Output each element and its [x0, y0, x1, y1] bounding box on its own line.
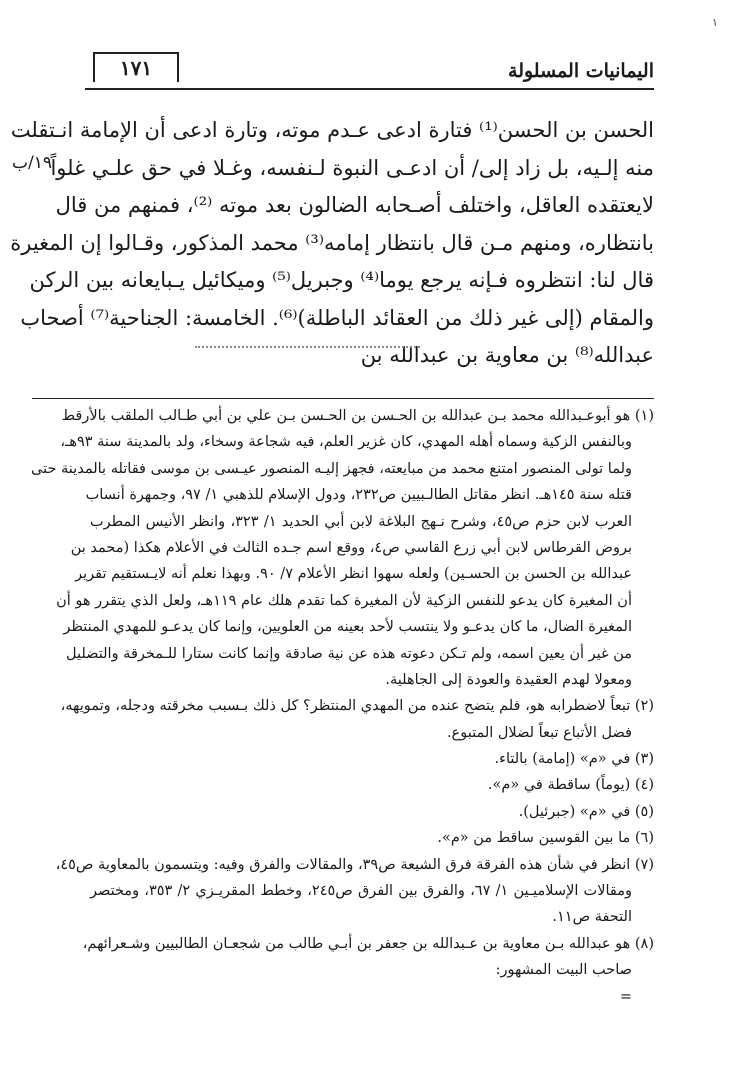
footnote-line: وبالنفس الزكية وسماه أهله المهدي، كان غزير العلم، فيه شجاعة وسخاء، ولد بالمدينة سنة ٩٣هـ، — [60, 434, 632, 451]
footnote-line: صاحب البيت المشهور: — [495, 962, 632, 979]
manuscript-folio-note: ١٩/ب — [12, 153, 52, 173]
footnote-line: (٨) هو عبدالله بـن معاوية بن عـبدالله بن جعفر بن أبـي طالب من شجعـان الطالبيين وشـعرائهم، — [82, 935, 654, 952]
main-line: الحسن بن الحسن⁽¹⁾ فتارة ادعى عـدم موته، وتارة ادعى أن الإمامة انـتقلت — [10, 118, 654, 142]
footnote-line: (٦) ما بين القوسين ساقط من «م». — [437, 830, 654, 847]
footnote-line: ولما تولى المنصور امتنع محمد من مبايعته، فجهز إليـه المنصور عيـسى بن موسى فقاتله بالمدينة حتى — [31, 460, 632, 477]
main-line: قال لنا: انتظروه فـإنه يرجع يوما⁽⁴⁾ وجبريل⁽⁵⁾ وميكائيل يـبايعانه بين الركن — [29, 268, 654, 292]
footnote-line: بروض القرطاس لابن أبي زرع القاسي ص٤، ووقع اسم جـده الثالث في الأعلام هكذا (محمد بن — [70, 539, 632, 556]
footnote-line: التحفة ص١١. — [552, 909, 632, 926]
footnote-line: أن المغيرة كان يدعو للنفس الزكية لأن المغيرة كما تقدم هلك عام ١١٩هـ، ولعل الذي يتقرر هو أن — [56, 592, 632, 609]
footnote-line: (٥) في «م» (جبرئيل). — [518, 803, 654, 820]
main-line: لايعتقده العاقل، واختلف أصـحابه الضالون بعد موته ⁽²⁾، فمنهم من قال — [55, 193, 654, 217]
footnote-line: (٤) (يوماً) ساقطة في «م». — [487, 777, 654, 794]
footnote-line: ومقالات الإسلاميـين ١/ ٦٧، والفرق بين الفرق ص٢٤٥، وخطط المقريـزي ٢/ ٣٥٣، ومختصر — [90, 883, 632, 900]
footnote-line: (٧) انظر في شأن هذه الفرقة فرق الشيعة ص٣٩، والمقالات والفرق وفيه: ويتسمون بالمعاوية ص٤٥، — [55, 856, 654, 873]
running-header-title: اليمانيات المسلولة — [508, 60, 654, 82]
main-line: بانتظاره، ومنهم مـن قال بانتظار إمامه⁽³⁾ محمد المذكور، وقـالوا إن المغيرة — [10, 230, 654, 255]
footnote-line: (١) هو أبوعـبدالله محمد بـن عبدالله بن الحـسن بن الحـسن بـن علي بن أبي طـالب الملقب بالأرقط — [61, 408, 654, 424]
footnote-line: (٣) في «م» (إمامة) بالتاء. — [494, 751, 654, 768]
footnote-line: عبدالله بن الحسن بن الحسـين) ولعله سهوا انظر الأعلام ٧/ ٩٠. وبهذا نعلم أنه لايـستقيم تقرير — [75, 566, 632, 583]
footnote-line: فضل الأتباع تبعاً لضلال المتبوع. — [446, 724, 632, 741]
footnote-line: (٢) تبعاً لاضطرابه هو، فلم يتضح عنده من المهدي المنتظر؟ كل ذلك بـسبب مخرقته ودجله، وتمويهه، — [60, 698, 654, 715]
footnote-line: المغيرة الضال، ما كان يدعـو ولا ينتسب لأحد بعينه من العلويين، وإنما كان يدعـو للمهدي المنتظر — [63, 619, 632, 636]
footnote-line: من غير أن يعين اسمه، ولم تـكن دعوته هذه عن نية صادقة وإنما كانت ستارا للـمخرقة والتضليل — [66, 645, 632, 662]
page-number: ١٧١ — [93, 52, 179, 82]
footnote-line: ومعولا لهدم العقيدة والعودة إلى الجاهلية. — [385, 671, 632, 688]
header-rule — [85, 88, 654, 90]
footnotes — [31, 403, 654, 1010]
bottom-mark: = — [619, 988, 632, 1005]
footnote-line: العرب لابن حزم ص٤٥، وشرح نـهج البلاغة لابن أبي الحديد ١/ ٣٢٣، وانظر الأنيس المطرب — [90, 513, 632, 530]
corner-mark: ١ — [712, 16, 718, 29]
main-line: منه إلـيه، بل زاد إلى/ أن ادعـى النبوة لـنفسه، وغـلا في حق علـي غلواً — [50, 155, 654, 180]
dotted-ellipsis-line — [195, 346, 420, 348]
footnote-line: قتله سنة ١٤٥هـ. انظر مقاتل الطالـبيين ص٢٣٢، ودول الإسلام للذهبي ١/ ٩٧، وجمهرة أنساب — [85, 487, 632, 504]
main-line: والمقام (إلى غير ذلك من العقائد الباطلة)⁽⁶⁾. الخامسة: الجناحية⁽⁷⁾ أصحاب — [20, 305, 654, 330]
main-line: عبدالله⁽⁸⁾ بن معاوية بن عبدالله بن — [360, 343, 654, 367]
footnote-separator — [32, 398, 654, 399]
